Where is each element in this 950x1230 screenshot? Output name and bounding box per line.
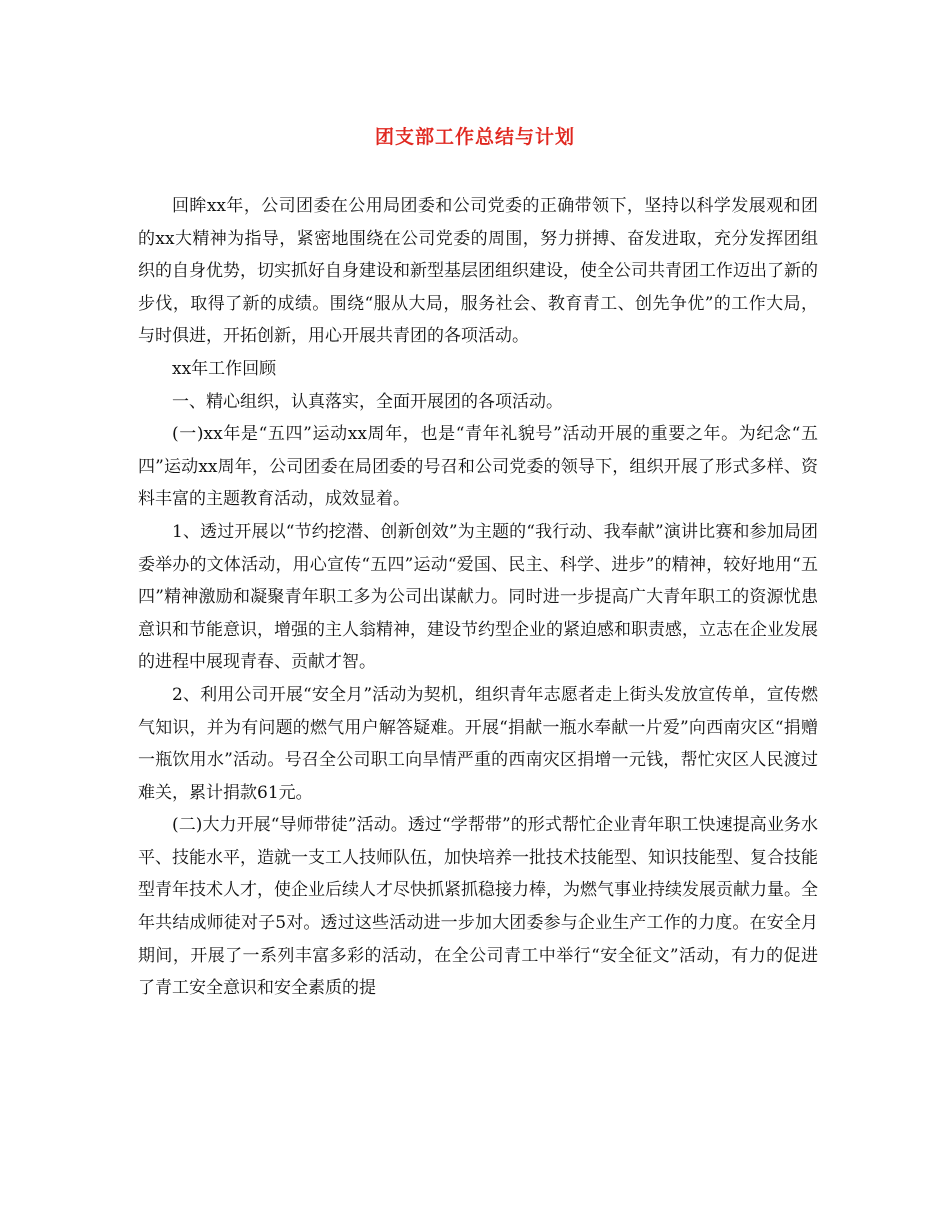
paragraph-subsection-one: (一)xx年是“五四”运动xx周年，也是“青年礼貌号”活动开展的重要之年。为纪念“五四”运动xx周年，公司团委在局团委的号召和公司党委的领导下，组织开展了形式多样、资料丰富的主题教育活动，成效显着。 <box>138 424 818 510</box>
paragraph-intro: 回眸xx年，公司团委在公用局团委和公司党委的正确带领下，坚持以科学发展观和团的xx大精神为指导，紧密地围绕在公司党委的周围，努力拼搏、奋发进取，充分发挥团组织的自身优势，切实抓好自身建设和新型基层团组织建设，使全公司共青团工作迈出了新的步伐，取得了新的成绩。围绕“服从大局，服务社会、教育青工、创先争优”的工作大局，与时俱进，开拓创新，用心开展共青团的各项活动。 <box>138 196 818 347</box>
section-heading-review: xx年工作回顾 <box>172 358 277 379</box>
section-heading-one: 一、精心组织，认真落实，全面开展团的各项活动。 <box>172 391 563 412</box>
paragraph-item-two: 2、利用公司开展“安全月”活动为契机，组织青年志愿者走上街头发放宣传单，宣传燃气知识，并为有问题的燃气用户解答疑难。开展“捐献一瓶水奉献一片爱”向西南灾区“捐赠一瓶饮用水”活动。号召全公司职工向旱情严重的西南灾区捐增一元钱，帮忙灾区人民渡过难关，累计捐款61元。 <box>138 684 818 803</box>
document-body <box>138 190 818 1005</box>
paragraph-item-one: 1、透过开展以“节约挖潜、创新创效”为主题的“我行动、我奉献”演讲比赛和参加局团委举办的文体活动，用心宣传“五四”运动“爱国、民主、科学、进步”的精神，较好地用“五四”精神激励和凝聚青年职工多为公司出谋献力。同时进一步提高广大青年职工的资源忧患意识和节能意识，增强的主人翁精神，建设节约型企业的紧迫感和职责感，立志在企业发展的进程中展现青春、贡献才智。 <box>138 521 818 673</box>
document-title: 团支部工作总结与计划 <box>374 126 575 148</box>
paragraph-subsection-two: (二)大力开展“导师带徒”活动。透过“学帮带”的形式帮忙企业青年职工快速提高业务水平、技能水平，造就一支工人技师队伍，加快培养一批技术技能型、知识技能型、复合技能型青年技术人才，使企业后续人才尽快抓紧抓稳接力棒，为燃气事业持续发展贡献力量。全年共结成师徒对子5对。透过这些活动进一步加大团委参与企业生产工作的力度。在安全月期间，开展了一系列丰富多彩的活动，在全公司青工中举行“安全征文”活动，有力的促进了青工安全意识和安全素质的提 <box>138 815 818 999</box>
